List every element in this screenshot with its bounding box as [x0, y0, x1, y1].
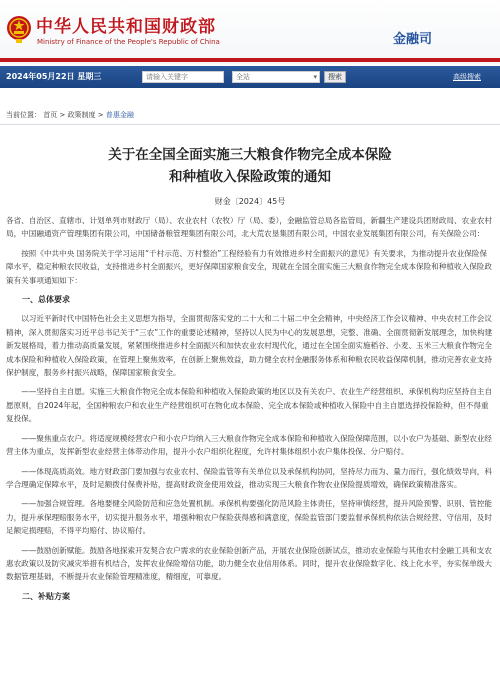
list-item: ——聚焦重点农户。将适度规模经营农户和小农户均纳入三大粮食作物完全成本保险和种植收入保险保障范围，以小农户为基础、新型农业经营主体为重点，发挥新型农业经营主体带动作用，提升小农户组织化程度，允许村集体组织小农户集体投保、分户赔付。	[6, 433, 492, 457]
national-emblem-icon	[6, 14, 32, 44]
ministry-name-en: Ministry of Finance of the People's Republic of China	[37, 38, 220, 46]
top-nav-bar	[0, 66, 500, 88]
document-body	[6, 214, 494, 609]
chevron-down-icon: ▾	[313, 73, 317, 81]
list-item: ——加强合规管理。各地要健全风险防范和应急处置机制。承保机构要强化防范风险主体责任，坚持审慎经营，提升风险预警、识别、管控能力，提升承保理赔服务水平，切实提升服务水平，增强种粮农户保险获得感和满意度，保险监管部门要监督承保机构依法合规经营、守信用，及时足额定损理赔，不得平均赔付、协议赔付。	[6, 499, 492, 536]
breadcrumb-prefix: 当前位置：	[6, 111, 41, 119]
recipients: 各省、自治区、直辖市、计划单列市财政厅（局）、农业农村（农牧）厅（局、委），金融监管总局各监管局，新疆生产建设兵团财政局、农业农村局，中国融通资产管理集团有限公司，中国储备粮管理集团有限公司，北大荒农垦集团有限公司，中国农业发展集团有限公司，有关保险公司：	[6, 216, 492, 239]
breadcrumb-policy[interactable]: 政策制度	[67, 111, 96, 119]
paragraph: 以习近平新时代中国特色社会主义思想为指导，全面贯彻落实党的二十大和二十届二中全会精神，中央经济工作会议精神、中央农村工作会议精神，深入贯彻落实习近平总书记关于“三农”工作的重要论述精神，坚持以人民为中心的发展思想，完整、准确、全面贯彻新发展理念，加快构建新发展格局，着力推动高质量发展，紧紧围绕推进乡村全面振兴和加快农业农村现代化，通过在全国全面实施稻谷、小麦、玉米三大粮食作物完全成本保险和种植收入保险政策，在管理上聚焦效率，在创新上聚焦效益，助力健全农村金融服务体系和种粮农民收益保障机制，推动完善农业支持保护制度，服务乡村振兴战略，保障国家粮食安全。	[6, 314, 493, 378]
breadcrumb-inclusive-finance[interactable]: 普惠金融	[105, 111, 134, 119]
search-button[interactable]: 搜索	[324, 71, 346, 83]
advanced-search-link[interactable]: 高级搜索	[453, 73, 481, 81]
breadcrumb-divider	[0, 124, 500, 125]
breadcrumb-separator: >	[97, 111, 106, 119]
department-name[interactable]: 金融司	[392, 32, 432, 47]
search-input[interactable]	[142, 71, 224, 83]
site-header	[0, 0, 500, 64]
search-scope-value: 全站	[236, 73, 250, 81]
document-title	[0, 144, 500, 188]
list-item: ——坚持自主自愿。实施三大粮食作物完全成本保险和种植收入保险政策的地区以及有关农户、农业生产经营组织、承保机构均应坚持自主自愿原则，自2024年起，全国种粮农户和农业生产经营组织可在物化成本保险、完全成本保险或种植收入保险中自主自愿选择投保险种，但不得重复投保。	[6, 387, 492, 424]
breadcrumb-home[interactable]: 首页	[43, 111, 58, 119]
list-item: ——体现高质高效。地方财政部门要加强与农业农村、保险监管等有关单位以及承保机构协同，坚持尽力而为、量力而行，强化绩效导向，科学合理确定保障水平，及时足额拨付保费补贴，提高财政资金使用效益，推动实现三大粮食作物农业保险提质增效，确保政策精准落实。	[6, 466, 492, 489]
search-scope-select[interactable]	[232, 71, 320, 83]
section-heading: 一、总体要求	[22, 295, 70, 305]
breadcrumb	[6, 110, 134, 120]
title-line-1: 关于在全国全面实施三大粮食作物完全成本保险	[108, 147, 392, 163]
header-divider	[0, 58, 500, 62]
document-number: 财金〔2024〕45号	[214, 197, 286, 206]
ministry-name-cn: 中华人民共和国财政部	[36, 17, 216, 37]
breadcrumb-separator: >	[59, 111, 68, 119]
current-date: 2024年05月22日 星期三	[6, 72, 102, 81]
section-heading: 二、补贴方案	[22, 591, 70, 601]
list-item: ——鼓励创新赋能。鼓励各地探索开发契合农户需求的农业保险创新产品，开展农业保险创新试点，推动农业保险与其他农村金融工具和支农惠农政策以及防灾减灾举措有机结合，发挥农业保险增信功能，助力健全农业信用体系。同时，提升农业保险数字化、线上化水平，夯实保单级大数据管理基础，不断提升农业保险管理精准度，精细度，可靠度。	[6, 545, 492, 582]
intro-paragraph: 按照《中共中央 国务院关于学习运用“千村示范、万村整治”工程经验有力有效推进乡村全面振兴的意见》有关要求，为推动提升农业保险保障水平，稳定种粮农民收益，支持推进乡村全面振兴，更好保障国家粮食安全，现就在全国全面实施三大粮食作物完全成本保险和种植收入保险政策有关事项通知如下：	[6, 248, 492, 285]
title-line-2: 和种植收入保险政策的通知	[169, 169, 331, 185]
